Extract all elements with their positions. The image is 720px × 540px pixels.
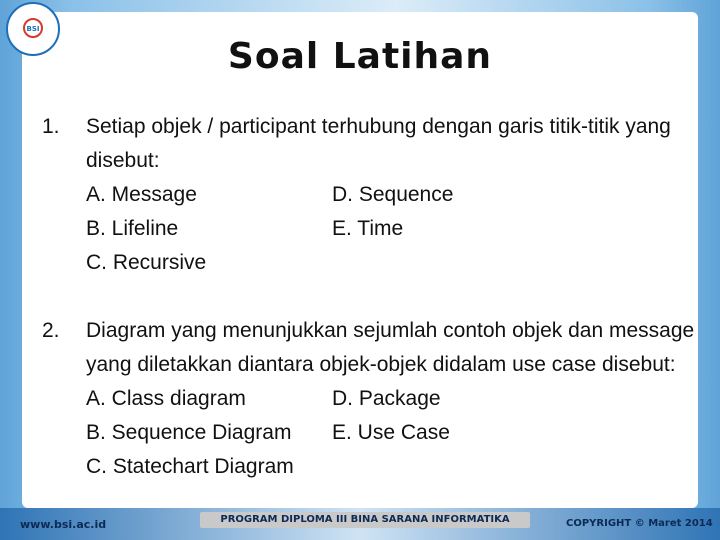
option-d: D. Sequence (332, 183, 454, 206)
question-text: Diagram yang menunjukkan sejumlah contoh objek dan message yang diletakkan diantara objek-objek didalam use case disebut: (86, 319, 695, 376)
question-number: 2. (42, 319, 60, 342)
question-text: Setiap objek / participant terhubung dengan garis titik-titik yang disebut: (86, 115, 671, 172)
option-e: E. Time (332, 217, 404, 240)
option-empty (332, 450, 562, 484)
option-empty (332, 246, 562, 280)
option-c: C. Recursive (86, 251, 207, 274)
question-number: 1. (42, 115, 60, 138)
option-a: A. Message (86, 183, 197, 206)
option-b: B. Lifeline (86, 217, 179, 240)
option-b: B. Sequence Diagram (86, 421, 292, 444)
question-2 (40, 314, 700, 484)
program-banner: PROGRAM DIPLOMA III BINA SARANA INFORMATIKA (200, 512, 530, 528)
answer-options (86, 178, 700, 280)
option-c: C. Statechart Diagram (86, 455, 294, 478)
footer-bar (0, 508, 720, 540)
question-list (40, 110, 700, 484)
option-d: D. Package (332, 387, 441, 410)
copyright-text: COPYRIGHT © Maret 2014 (566, 518, 713, 529)
option-e: E. Use Case (332, 421, 450, 444)
option-a: A. Class diagram (86, 387, 246, 410)
website-link[interactable]: www.bsi.ac.id (20, 518, 107, 531)
question-1 (40, 110, 700, 280)
answer-options (86, 382, 700, 484)
page-title: Soal Latihan (227, 36, 493, 77)
logo-text: BSI (26, 25, 40, 33)
